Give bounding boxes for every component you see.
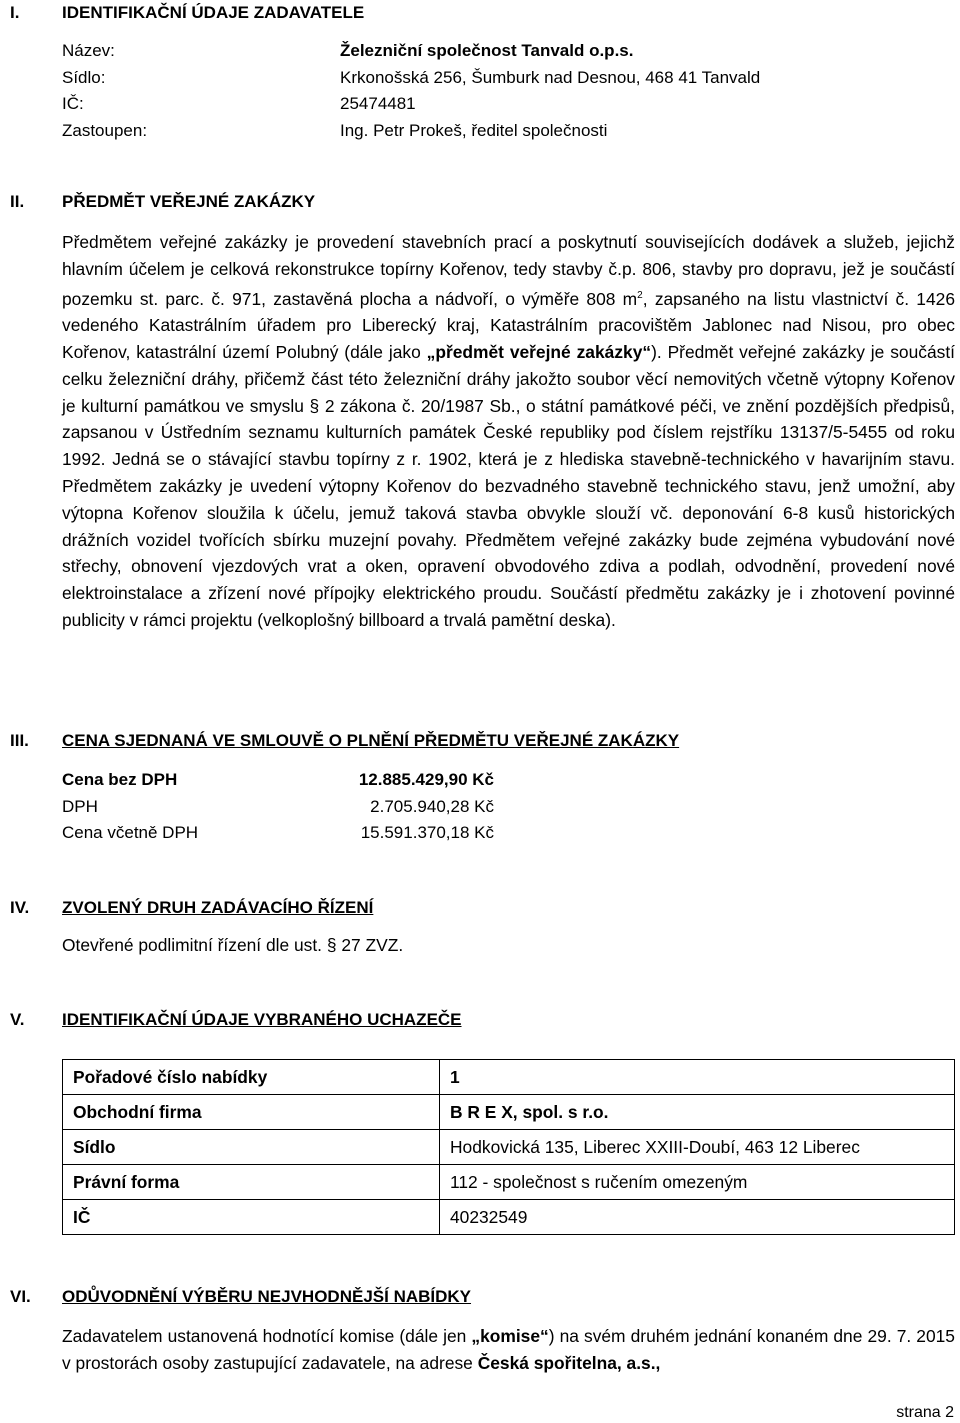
section-heading: ODŮVODNĚNÍ VÝBĚRU NEJVHODNĚJŠÍ NABÍDKY (62, 1287, 472, 1306)
supplier-table (62, 1059, 955, 1235)
id-label: Sídlo: (62, 68, 106, 87)
section-heading: PŘEDMĚT VEŘEJNÉ ZAKÁZKY (62, 192, 316, 211)
table-row (63, 1200, 955, 1235)
table-label: Pořadové číslo nabídky (63, 1060, 440, 1095)
id-row-nazev (62, 38, 862, 64)
table-value: 112 - společnost s ručením omezeným (440, 1165, 955, 1200)
price-label: Cena bez DPH (62, 770, 178, 789)
id-value: Železniční společnost Tanvald o.p.s. (340, 41, 634, 60)
page-number: strana 2 (896, 1404, 954, 1421)
id-value: Ing. Petr Prokeš, ředitel společnosti (340, 121, 608, 140)
paragraph-text: ). Předmět veřejné zakázky je součástí celku železniční dráhy, přičemž část této železniční dráhy jakožto soubor věcí nemovitých včetně výtopny Kořenov je kulturní památkou ve smyslu § 2 zákona č. 20/1987 Sb., o státní památkové péči, ve znění pozdějších předpisů, zapsanou v Ústředním seznamu kulturních památek České republiky pod číslem rejstříku 13137/5-5455 od roku 1992. Jedná se o stávající stavbu topírny z r. 1902, která je z hlediska stavebně-technického v havarijním stavu. Předmětem zakázky je uvedení výtopny Kořenov do bezvadného stavebně technického stavu, jenž umožní, aby výtopna Kořenov sloužila k účelu, jemuž taková stavba obvykle slouží vč. deponování 6-8 kusů historických drážních vozidel tvořících sbírku muzejní povahy. Předmětem veřejné zakázky bude zejména vybudování nové střechy, obnovení vjezdových vrat a oken, opravení obvodového zdiva a podlah, odvodnění, provedení nové elektroinstalace a zřízení nové přípojky elektrického proudu. Součástí předmětu zakázky je i zhotovení povinné publicity v rámci projektu (velkoplošný billboard a trvalá pamětní deska). (62, 341, 955, 630)
price-value: 12.885.429,90 Kč (358, 770, 494, 789)
section-number: III. (10, 731, 29, 750)
table-row (63, 1130, 955, 1165)
section-number: I. (10, 3, 20, 22)
table-label: IČ (63, 1200, 440, 1235)
paragraph-text: , zapsaného na listu vlastnictví č. 1426 vedeného Katastrálním úřadem pro Liberecký kraj, Katastrálním pracovištěm Jablonec nad Nisou, pro obec Kořenov, katastrální území Polubný (dále jako (62, 288, 955, 362)
bold-term: „předmět veřejné zakázky“ (426, 341, 652, 362)
bold-term: Česká spořitelna, a.s., (477, 1352, 661, 1373)
id-label: Název: (62, 41, 115, 60)
id-value: 25474481 (340, 94, 416, 113)
table-row (63, 1095, 955, 1130)
table-value: Hodkovická 135, Liberec XXIII-Doubí, 463 12 Liberec (440, 1130, 955, 1165)
price-row (62, 794, 562, 820)
table-label: Sídlo (63, 1130, 440, 1165)
table-row (63, 1060, 955, 1095)
section-paragraph (62, 1323, 955, 1377)
paragraph-text: ) na svém druhém jednání konaném dne 29. 7. 2015 v prostorách osoby zastupující zadavatele, na adrese (62, 1326, 955, 1373)
price-value: 15.591.370,18 Kč (360, 823, 494, 842)
price-row (62, 767, 562, 793)
bold-term: „komise“ (471, 1326, 549, 1346)
section-number: II. (10, 192, 25, 211)
table-value: 1 (440, 1060, 955, 1095)
section-heading: IDENTIFIKAČNÍ ÚDAJE ZADAVATELE (62, 3, 365, 22)
section-paragraph (62, 229, 955, 634)
section-heading: ZVOLENÝ DRUH ZADÁVACÍHO ŘÍZENÍ (62, 898, 374, 917)
price-row (62, 820, 562, 846)
id-row-sidlo (62, 65, 862, 91)
superscript: 2 (637, 289, 643, 301)
section-heading: CENA SJEDNANÁ VE SMLOUVĚ O PLNĚNÍ PŘEDMĚTU VEŘEJNÉ ZAKÁZKY (62, 731, 680, 750)
paragraph-text: Zadavatelem ustanovená hodnotící komise (dále jen (62, 1326, 472, 1346)
id-row-ic (62, 91, 862, 117)
table-row (63, 1165, 955, 1200)
id-label: Zastoupen: (62, 121, 148, 140)
id-value: Krkonošská 256, Šumburk nad Desnou, 468 41 Tanvald (340, 68, 761, 87)
table-label: Obchodní firma (63, 1095, 440, 1130)
price-label: Cena včetně DPH (62, 823, 199, 842)
table-value: 40232549 (440, 1200, 955, 1235)
table-value: B R E X, spol. s r.o. (440, 1095, 955, 1130)
table-label: Právní forma (63, 1165, 440, 1200)
paragraph-text: Předmětem veřejné zakázky je provedení stavebních prací a poskytnutí souvisejících dodávek a služeb, jejichž hlavním účelem je celková rekonstrukce topírny Kořenov, tedy stavby č.p. 806, stavby pro dopravu, jež je součástí pozemku st. parc. č. 971, zastavěná plocha a nádvoří, o výměře 808 m (62, 232, 955, 309)
id-label: IČ: (62, 94, 84, 113)
section-number: V. (10, 1010, 25, 1029)
price-label: DPH (62, 797, 98, 816)
section-paragraph: Otevřené podlimitní řízení dle ust. § 27 ZVZ. (62, 935, 404, 955)
price-value: 2.705.940,28 Kč (370, 797, 494, 816)
section-number: VI. (10, 1287, 31, 1306)
section-heading: IDENTIFIKAČNÍ ÚDAJE VYBRANÉHO UCHAZEČE (62, 1010, 462, 1029)
id-row-zastoupen (62, 118, 862, 144)
section-number: IV. (10, 898, 30, 917)
